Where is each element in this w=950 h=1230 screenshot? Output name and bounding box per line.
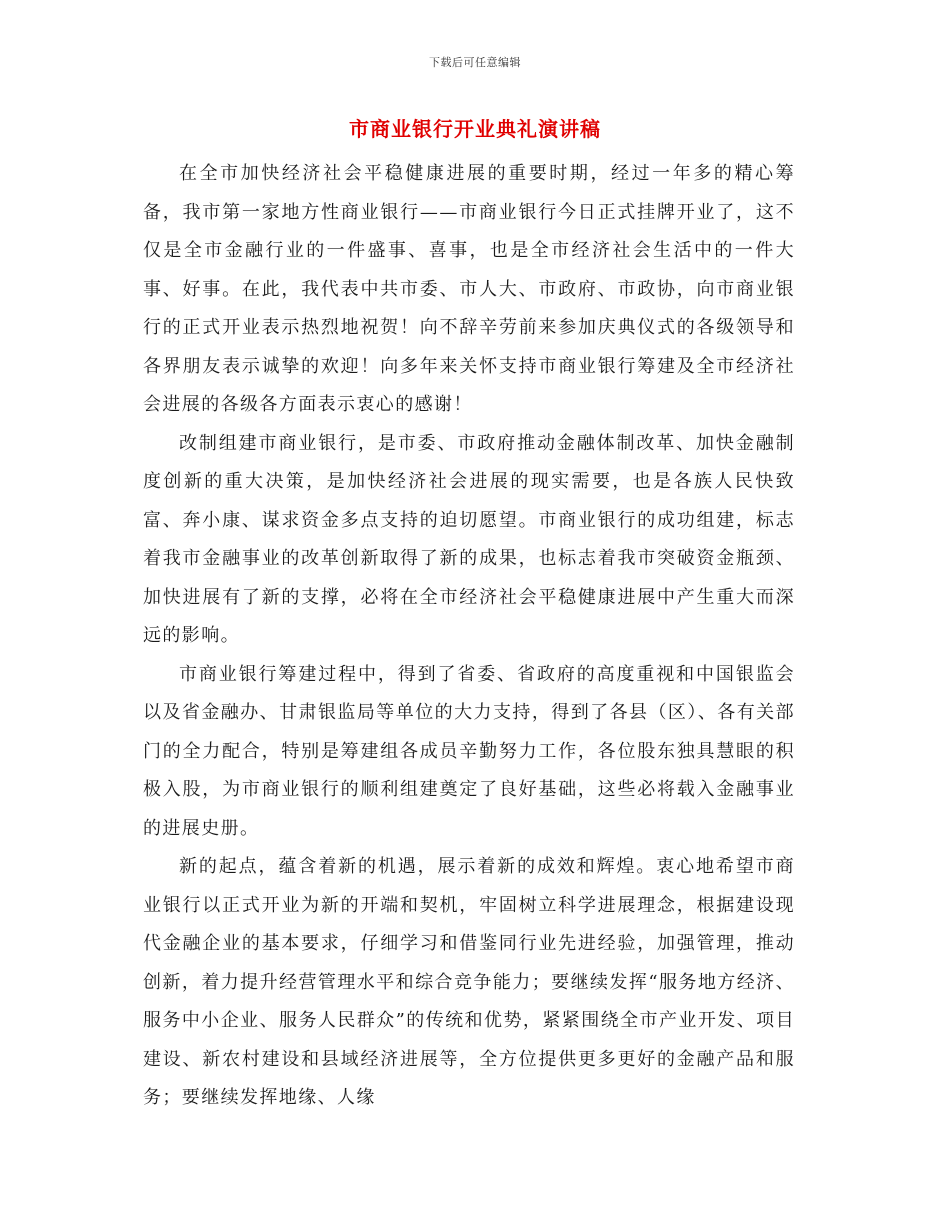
paragraph-2: 改制组建市商业银行，是市委、市政府推动金融体制改革、加快金融制度创新的重大决策，是加快经济社会进展的现实需要，也是各族人民快致富、奔小康、谋求资金多点支持的迫切愿望。市商业银行的成功组建，标志着我市金融事业的改革创新取得了新的成果，也标志着我市突破资金瓶颈、加快进展有了新的支撑，必将在全市经济社会平稳健康进展中产生重大而深远的影响。 bbox=[143, 432, 795, 646]
document-title: 市商业银行开业典礼演讲稿 bbox=[349, 117, 601, 141]
paragraph-4: 新的起点，蕴含着新的机遇，展示着新的成效和辉煌。衷心地希望市商业银行以正式开业为新的开端和契机，牢固树立科学进展理念，根据建设现代金融企业的基本要求，仔细学习和借鉴同行业先进经验，加强管理，推动创新，着力提升经营管理水平和综合竞争能力；要继续发挥“服务地方经济、服务中小企业、服务人民群众”的传统和优势，紧紧围绕全市产业开发、项目建设、新农村建设和县域经济进展等，全方位提供更多更好的金融产品和服务；要继续发挥地缘、人缘 bbox=[143, 856, 795, 1108]
paragraph-1: 在全市加快经济社会平稳健康进展的重要时期，经过一年多的精心筹备，我市第一家地方性商业银行——市商业银行今日正式挂牌开业了，这不仅是全市金融行业的一件盛事、喜事，也是全市经济社会生活中的一件大事、好事。在此，我代表中共市委、市人大、市政府、市政协，向市商业银行的正式开业表示热烈地祝贺！向不辞辛劳前来参加庆典仪式的各级领导和各界朋友表示诚挚的欢迎！向多年来关怀支持市商业银行筹建及全市经济社会进展的各级各方面表示衷心的感谢！ bbox=[143, 163, 795, 415]
page-header-note: 下载后可任意编辑 bbox=[429, 56, 521, 69]
document-body bbox=[143, 155, 795, 1118]
paragraph-3: 市商业银行筹建过程中，得到了省委、省政府的高度重视和中国银监会以及省金融办、甘肃银监局等单位的大力支持，得到了各县（区）、各有关部门的全力配合，特别是筹建组各成员辛勤努力工作，各位股东独具慧眼的积极入股，为市商业银行的顺利组建奠定了良好基础，这些必将载入金融事业的进展史册。 bbox=[143, 663, 795, 839]
